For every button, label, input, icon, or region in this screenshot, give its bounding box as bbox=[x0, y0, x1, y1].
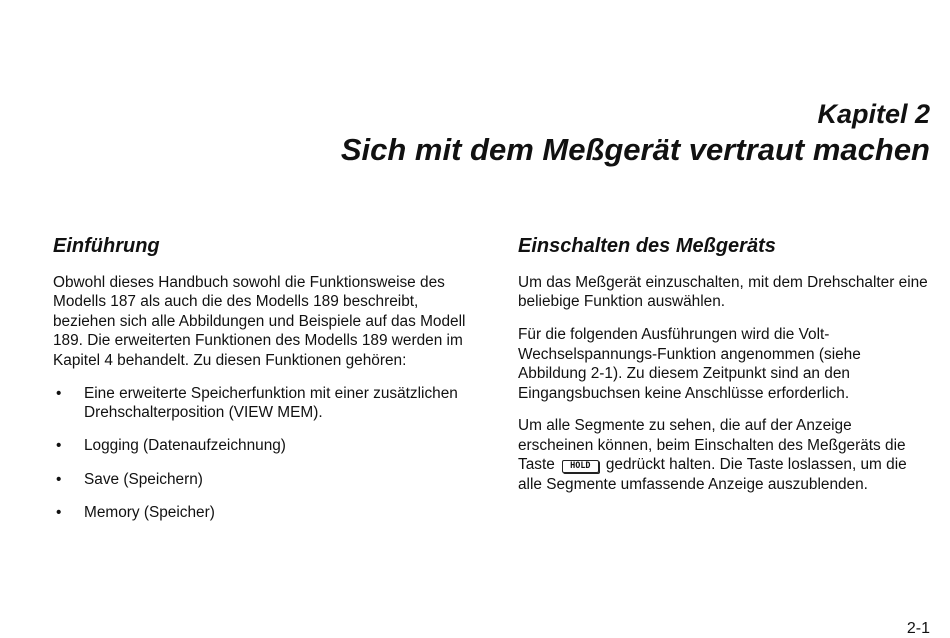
chapter-label: Kapitel 2 bbox=[817, 99, 930, 129]
paragraph-text-after-key: gedrückt halten. Die Taste loslassen, um die alle Segmente umfassende Anzeige auszublenden. bbox=[518, 456, 907, 493]
hold-key-icon: HOLD bbox=[562, 460, 598, 473]
bullet-icon: • bbox=[56, 504, 62, 522]
list-item-text: Logging (Datenaufzeichnung) bbox=[84, 437, 286, 455]
intro-paragraph: Obwohl dieses Handbuch sowohl die Funktionsweise des Modells 187 als auch die des Modells 189 beschreibt, beziehen sich alle Abbildungen und Beispiele auf das Modell 189. Die erweiterten Funktionen des Modells 189 werden im Kapitel 4 behandelt. Zu diesen Funktionen gehören: bbox=[53, 274, 466, 369]
section-heading-introduction: Einführung bbox=[53, 235, 160, 257]
list-item-text: Eine erweiterte Speicherfunktion mit einer zusätzlichen Drehschalterposition (VIEW MEM). bbox=[84, 384, 458, 421]
list-item-text: Save (Speichern) bbox=[84, 470, 203, 488]
chapter-header bbox=[341, 98, 930, 170]
left-column bbox=[53, 233, 468, 537]
paragraph-text-before-key: Um alle Segmente zu sehen, die auf der Anzeige erscheinen können, beim Einschalten des Meßgeräts die Taste bbox=[518, 417, 906, 474]
list-item bbox=[53, 436, 468, 455]
list-item bbox=[53, 470, 468, 489]
right-column bbox=[518, 233, 930, 508]
section-heading-power-on: Einschalten des Meßgeräts bbox=[518, 235, 776, 257]
page-number: 2-1 bbox=[906, 620, 930, 637]
bullet-icon: • bbox=[56, 384, 62, 402]
list-item-text: Memory (Speicher) bbox=[84, 504, 215, 522]
power-on-paragraph-2: Für die folgenden Ausführungen wird die Volt-Wechselspannungs-Funktion angenommen (siehe Abbildung 2-1). Zu diesem Zeitpunkt sind an den Eingangsbuchsen keine Anschlüsse erforderlich. bbox=[518, 326, 861, 402]
power-on-paragraph-3 bbox=[518, 416, 930, 494]
bullet-icon: • bbox=[56, 437, 62, 455]
list-item bbox=[53, 503, 468, 522]
list-item bbox=[53, 384, 468, 423]
feature-list bbox=[53, 384, 468, 523]
power-on-paragraph-1: Um das Meßgerät einzuschalten, mit dem Drehschalter eine beliebige Funktion auswählen. bbox=[518, 274, 928, 311]
bullet-icon: • bbox=[56, 470, 62, 488]
chapter-title: Sich mit dem Meßgerät vertraut machen bbox=[340, 132, 930, 167]
